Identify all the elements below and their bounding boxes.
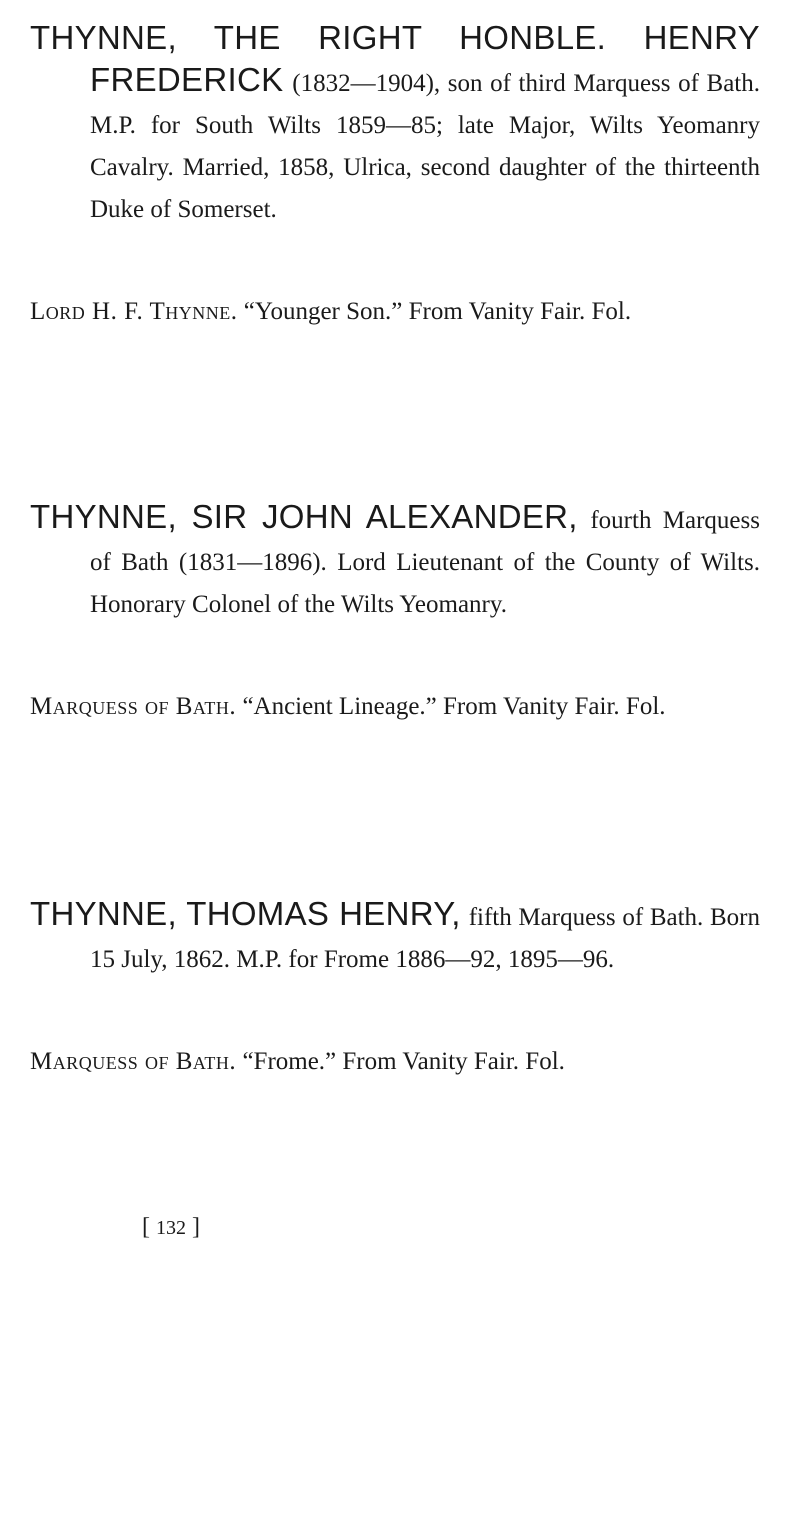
entry-description: (1832—1904), son of third Marquess of Bath. M.P. for South Wilts 1859—85; late Major, Wilts Yeomanry Cavalry. Married, 1858, Ulrica, second daughter of the thirteenth Duke of Somerset. xyxy=(90,70,761,223)
entry-name: THYNNE, SIR JOHN ALEXANDER, xyxy=(30,498,578,535)
portrait-sitter: Marquess of Bath. xyxy=(30,693,237,720)
portrait-line-2 xyxy=(30,687,800,727)
portrait-sitter: Lord H. F. Thynne. xyxy=(30,298,238,325)
portrait-details: “Ancient Lineage.” From Vanity Fair. Fol. xyxy=(242,693,666,720)
entry-name: THYNNE, THE RIGHT HONBLE. HENRY FREDERICK xyxy=(30,19,760,98)
portrait-line-3 xyxy=(30,1042,800,1082)
folio-close-bracket: ] xyxy=(192,1214,200,1240)
entry-heading xyxy=(30,894,760,980)
page-number xyxy=(142,1211,200,1244)
entry-henry-frederick xyxy=(30,18,760,230)
portrait-sitter: Marquess of Bath. xyxy=(30,1048,237,1075)
portrait-details: “Younger Son.” From Vanity Fair. Fol. xyxy=(243,298,632,325)
entry-john-alexander xyxy=(30,497,760,625)
entry-thomas-henry xyxy=(30,894,760,980)
entry-description: fourth Marquess of Bath (1831—1896). Lord Lieutenant of the County of Wilts. Honorary Colonel of the Wilts Yeomanry. xyxy=(90,507,760,618)
folio-open-bracket: [ xyxy=(142,1214,150,1240)
entry-heading xyxy=(30,18,760,230)
portrait-details: “Frome.” From Vanity Fair. Fol. xyxy=(242,1048,565,1075)
portrait-line-1 xyxy=(30,292,800,332)
folio-number: 132 xyxy=(156,1217,186,1239)
entry-description: fifth Marquess of Bath. Born 15 July, 1862. M.P. for Frome 1886—92, 1895—96. xyxy=(90,904,760,973)
entry-name: THYNNE, THOMAS HENRY, xyxy=(30,895,461,932)
entry-heading xyxy=(30,497,760,625)
